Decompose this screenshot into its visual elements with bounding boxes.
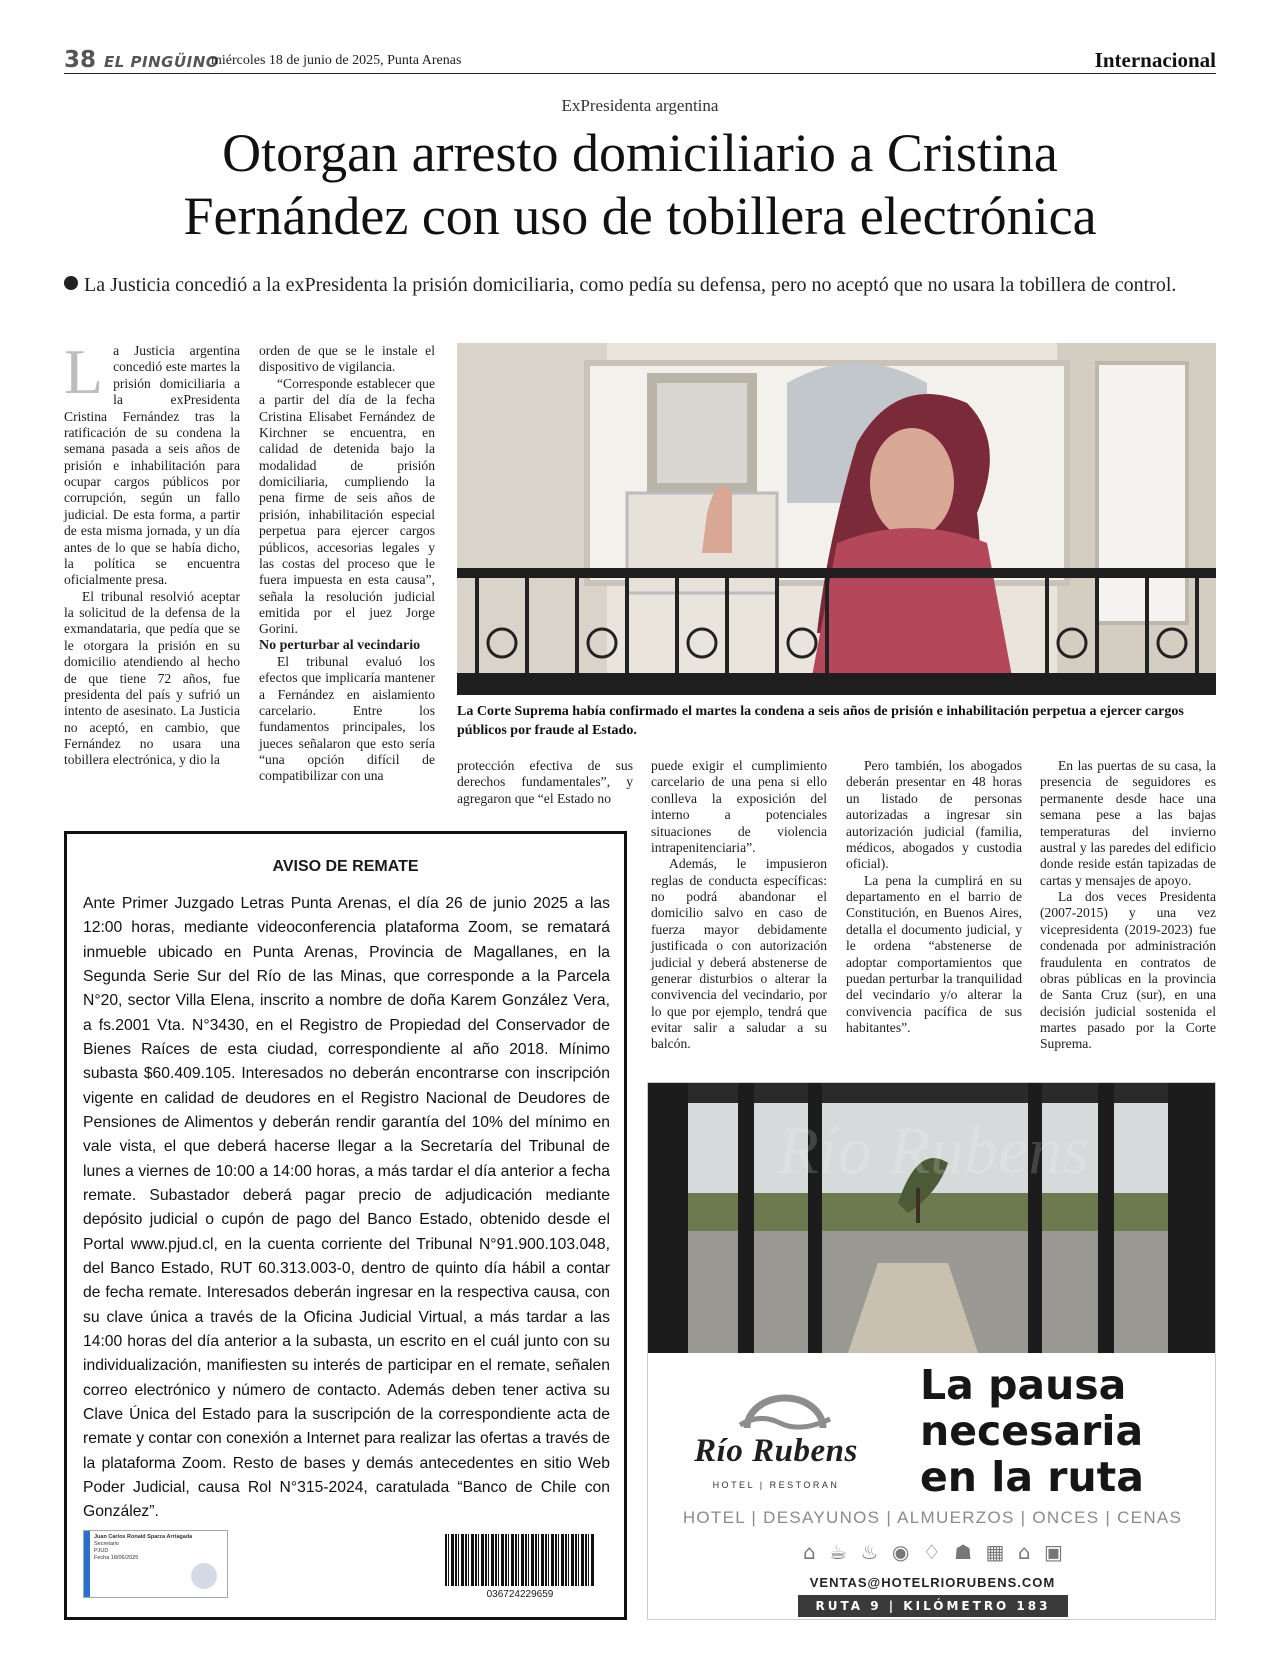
headline-line-2: Fernández con uso de tobillera electrónica [183,186,1097,247]
col6-paragraph-2: La dos veces Presidenta (2007-2015) y una vez vicepresidenta (2019-2023) fue condenada por administración fraudulenta en contratos de obras públicas en la provincia de Santa Cruz (sur), en una decisión judicial sostenida el martes pasado por la Corte Suprema. [1040,889,1216,1052]
article-column-3 [457,758,633,807]
photo-caption: La Corte Suprema había confirmado el martes la condena a seis años de prisión e inhabilitación perpetua a ejercer cargos públicos por fraude al Estado. [457,704,1184,738]
col3-paragraph-1: protección efectiva de sus derechos fundamentales”, y agregaron que “el Estado no [457,758,633,806]
col4-paragraph-1: puede exigir el cumplimiento carcelario de una pena si ello conlleva la exposición del interno a potenciales situaciones de violencia intrapenitenciaria”. [651,758,827,855]
svg-text:Río Rubens: Río Rubens [777,1112,1089,1188]
ad-email-link: VENTAS@HOTELRIORUBENS.COM [809,1575,1056,1590]
article-deck [64,272,1214,298]
article-kicker: ExPresidenta argentina [561,96,719,115]
col1-paragraph-2: El tribunal resolvió aceptar la solicitud de la defensa de la exmandataria, que pedía que se le otorgara la prisión en su domicilio atendiendo al hecho de que tiene 72 años, fue presidenta del país y sufrió un intento de asesinato. La Justicia no aceptó, en cambio, que Fernández no usara una tobillera electrónica, y dio la [64,588,240,768]
cup-icon: ☗ [954,1540,973,1564]
article-headline [40,122,1240,248]
signature-name: Juan Carlos Ronald Sparza Arriagada [94,1534,193,1540]
col2-paragraph-1: orden de que se le instale el dispositivo de vigilancia. [259,343,435,375]
ad-services: HOTEL | DESAYUNOS | ALMUERZOS | ONCES | CENAS [682,1508,1183,1527]
bed-icon: ⌂ [803,1540,816,1564]
dateline: miércoles 18 de junio de 2025, Punta Arenas [211,53,462,68]
headline-line-1: Otorgan arresto domiciliario a Cristina [222,123,1058,183]
hotel-advertisement [647,1082,1216,1620]
page-header [64,47,1216,74]
food-icon: ◉ [891,1540,910,1564]
dropcap: L [64,336,104,407]
section-title: Internacional [1094,48,1216,72]
signature-accent-bar [84,1531,90,1597]
article-column-4 [651,758,827,1053]
col2-paragraph-2: “Corresponde establecer que a partir del día de la fecha Cristina Elisabet Fernández de Kirchner se encuentra, en calidad de detenida bajo la modalidad de prisión domiciliaria, cumpliendo la pena firme de seis años de prisión, inhabilitación especial perpetua para ejercer cargos públicos, accesorias legales y las costas del proceso que le fuera impuesta en esta causa”, señala la resolución judicial emitida por el juez Jorge Gorini. [259,375,435,637]
legal-notice-box [64,831,627,1620]
signature-date: Fecha 18/06/2025 [94,1555,139,1562]
ad-headline [920,1363,1210,1501]
col1-paragraph-1: a Justicia argentina concedió este martes la prisión domiciliaria a la exPresidenta Cristina Fernández tras la ratificación de su condena la semana pasada a seis años de prisión e inhabilitación para ocupar cargos públicos por corrupción, según un fallo judicial. De esta forma, a partir de esta misma jornada, y un día antes de lo que se había dicho, la política se encuentra oficialmente presa. [64,343,240,588]
ad-service-icons [803,1540,1063,1566]
article-subhead: No perturbar al vecindario [259,637,421,653]
newspaper-logo: EL PINGÜINO [104,53,220,71]
col5-paragraph-1: Pero también, los abogados deberán presentar en 48 horas un listado de personas autorizadas a ingresar sin autorización judicial (familia, médicos, abogados y custodia oficial). [846,758,1022,872]
calendar-icon: ▦ [985,1540,1005,1564]
lock-icon [191,1563,217,1589]
notice-title: AVISO DE REMATE [272,858,419,875]
ad-brand-name: Río Rubens [694,1433,858,1469]
verification-barcode [445,1534,595,1586]
notice-body: Ante Primer Juzgado Letras Punta Arenas, el día 26 de junio 2025 a las 12:00 horas, mediante videoconferencia plataforma Zoom, se rematará inmueble ubicado en Punta Arenas, Provincia de Magallanes, en la Segunda Serie Sur del Río de las Minas, que corresponde a la Parcela N°20, sector Villa Elena, inscrito a nombre de doña Karem González Vera, a fs.2001 Vta. N°3430, en el Registro de Propiedad del Conservador de Bienes Raíces de esta ciudad, correspondiente al año 2018. Mínimo subasta $60.409.105. Interesados no deberán encontrarse con inscripción vigente en calidad de deudores en el Registro Nacional de Deudores de Pensiones de Alimentos y deberán rendir garantía del 10% del mínimo en vale vista, el que deberá hacerse llegar a la Secretaría del Tribunal de lunes a viernes de 10:00 a 14:00 horas, a más tardar el día anterior a fecha remate. Subastador deberá pagar precio de adjudicación mediante depósito judicial o cupón de pago del Banco Estado, obtenido desde el Portal www.pjud.cl, en la cuenta corriente del Tribunal N°91.900.103.048, del Banco Estado, RUT 60.313.003-0, dentro de quinto día hábil a contar de fecha remate. Interesados deberán ingresar en la respectiva causa, con su clave única a través de la Oficina Judicial Virtual, a más tardar a las 14:00 horas del día anterior a la subasta, un escrito en el cuál junto con su individualización, manifiesten su interés de participar en el remate, señalen correo electrónico y número de contacto. Además deben tener activa su Clave Única del Estado para la suscripción de la correspondiente acta de remate y contar con conexión a Internet para realizar las ofertas a través de la plataforma Zoom. Resto de bases y demás antecedentes en sitio Web Poder Judicial, causa Rol N°315-2024, caratulada “Banco de Chile con González”. [83,895,610,1521]
col2-paragraph-3: El tribunal evaluó los efectos que implicaría mantener a Fernández en aislamiento carcelario. Entre los fundamentos principales, los jueces señalaron que esto sería “una opción difícil de compatibilizar con una [259,653,435,784]
ad-brand-subtitle: HOTEL | RESTORAN [712,1480,840,1490]
ad-route-label: RUTA 9 | KILÓMETRO 183 [798,1595,1068,1617]
ad-headline-line-3: en la ruta [920,1452,1144,1501]
ad-photo [648,1083,1216,1353]
bullet-icon [64,276,78,290]
coffee-icon: ☕ [829,1540,848,1564]
article-photo [457,343,1216,695]
deck-text: La Justicia concedió a la exPresidenta la prisión domiciliaria, como pedía su defensa, pero no aceptó que no usara la tobillera de control. [84,274,1177,296]
col5-paragraph-2: La pena la cumplirá en su departamento en el barrio de Constitución, en Buenos Aires, detalla el documento judicial, y le ordena “abstenerse de adoptar comportamientos que puedan perturbar la tranquilidad del vecindario y/o alterar la convivencia pacífica de sus habitantes”. [846,872,1022,1035]
col6-paragraph-1: En las puertas de su casa, la presencia de seguidores es permanente desde hace una semana pese a las bajas temperaturas del invierno austral y las paredes del edificio donde reside están tapizadas de cartas y mensajes de apoyo. [1040,758,1216,888]
article-column-5 [846,758,1022,1036]
electronic-signature [83,1530,228,1598]
article-column-2 [259,343,435,785]
beer-icon: ▣ [1044,1540,1063,1564]
page-number: 38 [64,47,97,73]
article-column-6 [1040,758,1216,1053]
article-column-1 [64,336,240,769]
signature-org: PJUD [94,1548,109,1555]
drink-icon: ♨ [860,1540,879,1564]
dessert-icon: ♢ [922,1540,941,1564]
ad-headline-line-2: necesaria [920,1406,1144,1455]
house-icon: ⌂ [1017,1540,1031,1564]
signature-role: Secretario [94,1541,120,1548]
ad-headline-line-1: La pausa [920,1361,1127,1409]
col4-paragraph-2: Además, le impusieron reglas de conducta específicas: no podrá abandonar el domicilio salvo en caso de fuerza mayor debidamente justificada o con autorización judicial y deberá abstenerse de generar disturbios o alterar la convivencia del vecindario, por lo que por ejemplo, tendrá que evitar salir a saludar a su balcón. [651,856,827,1052]
barcode-number: 036724229659 [486,1589,554,1600]
